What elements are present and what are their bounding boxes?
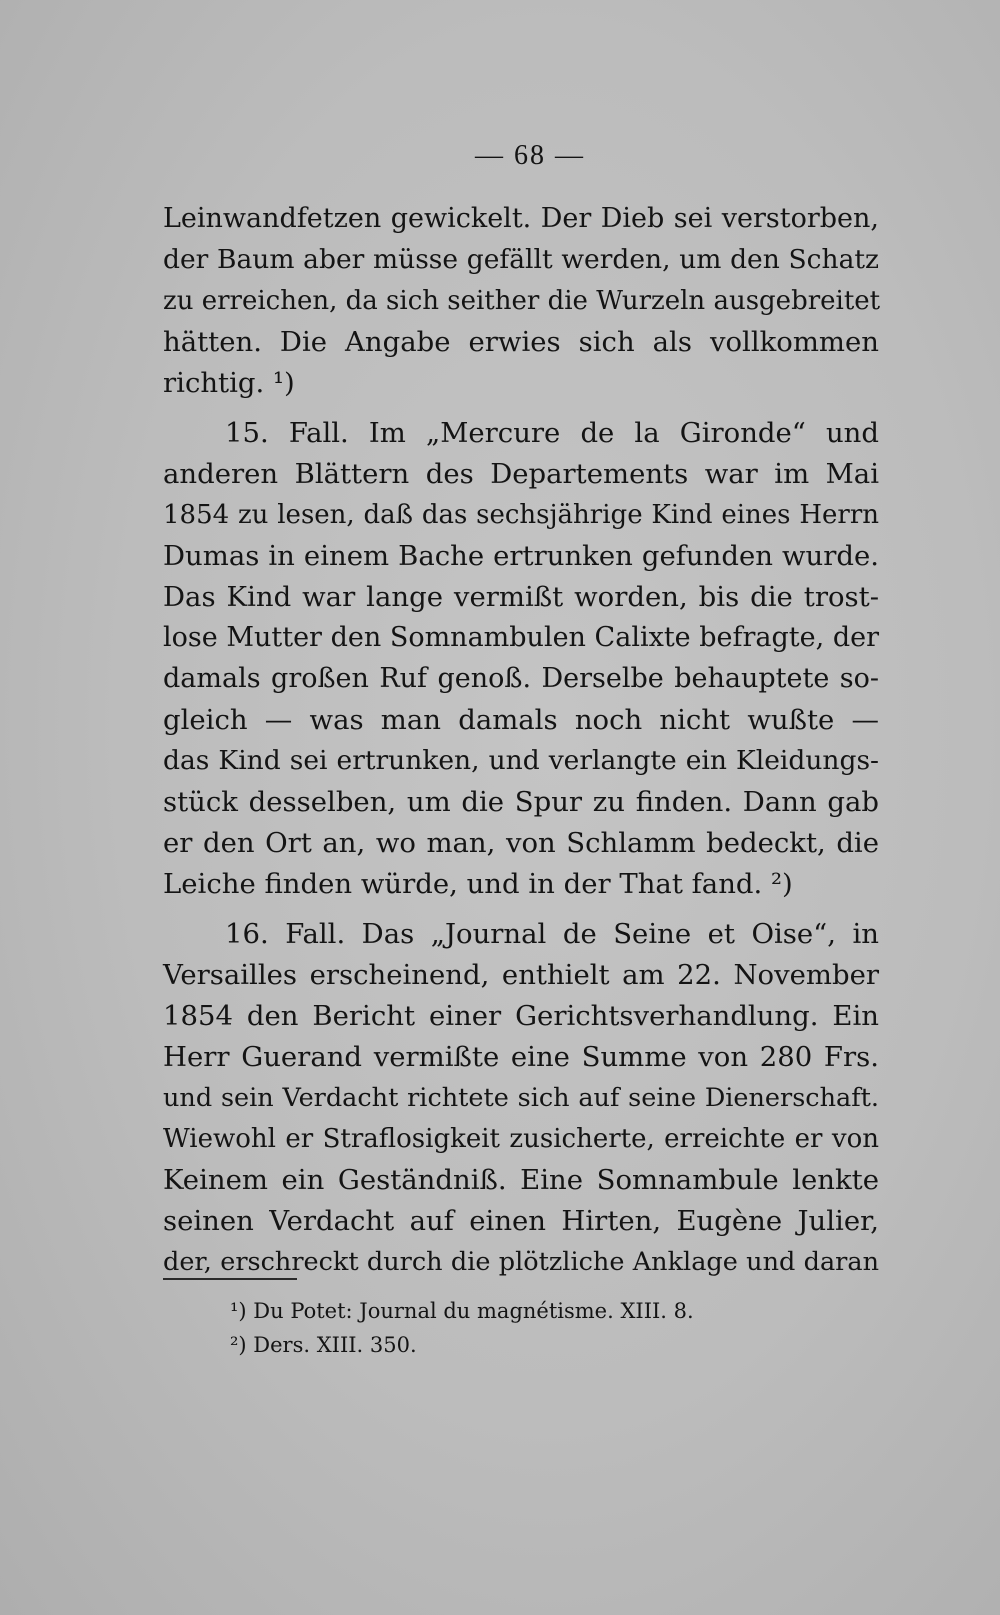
text-line: Herr Guerand vermißte eine Summe von 280 Frs.: [163, 1041, 879, 1073]
text-line: lose Mutter den Somnambulen Calixte befragte, der: [163, 622, 879, 653]
text-line: gleich — was man damals noch nicht wußte —: [163, 704, 879, 736]
text-line: 1854 den Bericht einer Gerichtsverhandlung. Ein: [163, 1000, 879, 1032]
footnote: ²) Ders. XIII. 350.: [230, 1333, 417, 1357]
text-line: stück desselben, um die Spur zu finden. Dann gab: [163, 786, 879, 818]
text-line: anderen Blättern des Departements war im Mai: [163, 458, 879, 490]
text-line: und sein Verdacht richtete sich auf seine Dienerschaft.: [163, 1083, 879, 1113]
text-line: Leinwandfetzen gewickelt. Der Dieb sei verstorben,: [163, 203, 879, 234]
text-line: der, erschreckt durch die plötzliche Anklage und daran: [163, 1247, 879, 1277]
text-line: Keinem ein Geständniß. Eine Somnambule lenkte: [163, 1164, 879, 1196]
case-heading-line: 16. Fall. Das „Journal de Seine et Oise“, in: [225, 918, 879, 950]
footnote-divider: [163, 1278, 297, 1280]
text-line: er den Ort an, wo man, von Schlamm bedeckt, die: [163, 827, 879, 859]
text-line: seinen Verdacht auf einen Hirten, Eugène Julier,: [163, 1205, 879, 1237]
text-line: richtig. ¹): [163, 367, 295, 399]
text-line: zu erreichen, da sich seither die Wurzeln ausgebreitet: [163, 286, 881, 316]
footnote: ¹) Du Potet: Journal du magnétisme. XIII. 8.: [230, 1299, 694, 1323]
text-line: 1854 zu lesen, daß das sechsjährige Kind eines Herrn: [163, 500, 879, 530]
text-line: Versailles erscheinend, enthielt am 22. November: [163, 959, 879, 991]
text-line: damals großen Ruf genoß. Derselbe behauptete so-: [163, 663, 879, 694]
text-line: Das Kind war lange vermißt worden, bis die trost-: [163, 581, 879, 613]
text-line: hätten. Die Angabe erwies sich als vollkommen: [163, 326, 879, 358]
text-line: Dumas in einem Bache ertrunken gefunden wurde.: [163, 540, 879, 572]
text-line: Leiche finden würde, und in der That fand. ²): [163, 868, 793, 900]
text-line: Wiewohl er Straflosigkeit zusicherte, erreichte er von: [163, 1124, 879, 1154]
case-heading-line: 15. Fall. Im „Mercure de la Gironde“ und: [225, 417, 879, 449]
text-line: der Baum aber müsse gefällt werden, um den Schatz: [163, 244, 879, 275]
text-line: das Kind sei ertrunken, und verlangte ein Kleidungs-: [163, 745, 879, 776]
page-number: — 68 —: [475, 140, 585, 171]
